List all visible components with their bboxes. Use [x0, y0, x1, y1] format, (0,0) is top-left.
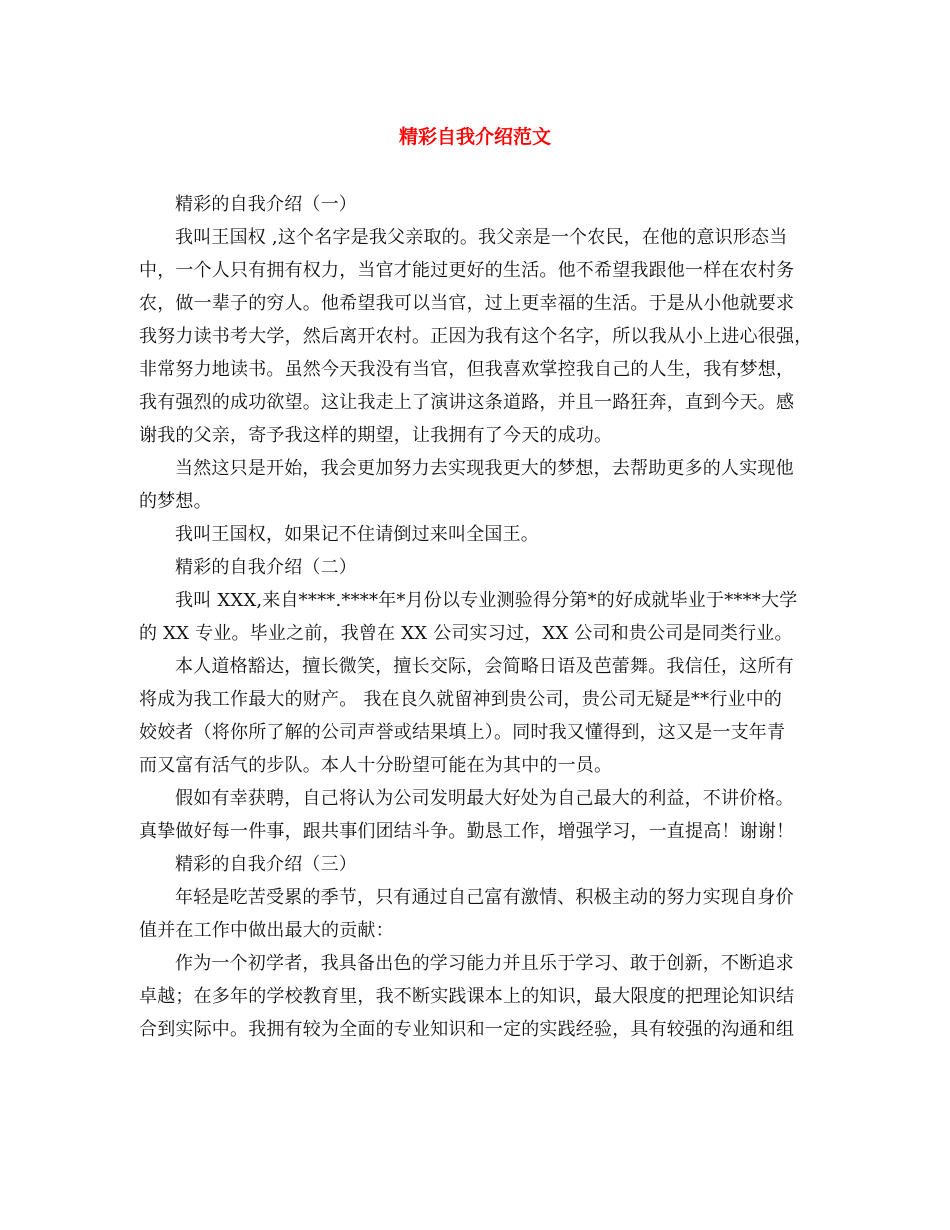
text-line: 中，一个人只有拥有权力，当官才能过更好的生活。他不希望我跟他一样在农村务 [139, 260, 795, 281]
document-title: 精彩自我介绍范文 [398, 126, 551, 148]
text-line: 卓越；在多年的学校教育里，我不断实践课本上的知识，最大限度的把理论知识结 [139, 986, 795, 1007]
text-line: 农，做一辈子的穷人。他希望我可以当官，过上更幸福的生活。于是从小他就要求 [139, 293, 795, 314]
text-line: 精彩的自我介绍（二） [175, 557, 357, 578]
text-line: 合到实际中。我拥有较为全面的专业知识和一定的实践经验，具有较强的沟通和组 [139, 1019, 795, 1040]
text-line: 我有强烈的成功欲望。这让我走上了演讲这条道路，并且一路狂奔，直到今天。感 [139, 392, 795, 413]
text-line: 非常努力地读书。虽然今天我没有当官，但我喜欢掌控我自己的人生，我有梦想， [139, 359, 795, 380]
text-line: 当然这只是开始，我会更加努力去实现我更大的梦想，去帮助更多的人实现他 [175, 458, 794, 479]
text-line: 的梦想。 [139, 491, 212, 512]
document-body [139, 188, 819, 1046]
text-line: 假如有幸获聘，自己将认为公司发明最大好处为自己最大的利益，不讲价格。 [175, 788, 794, 809]
text-line: 我叫 XXX,来自****.****年*月份以专业测验得分第*的好成就毕业于****大学 [175, 590, 798, 611]
text-line: 作为一个初学者，我具备出色的学习能力并且乐于学习、敢于创新，不断追求 [175, 953, 794, 974]
text-line: 年轻是吃苦受累的季节，只有通过自己富有激情、积极主动的努力实现自身价 [175, 887, 794, 908]
text-line: 我叫王国权 ,这个名字是我父亲取的。我父亲是一个农民，在他的意识形态当 [175, 227, 788, 248]
text-line: 精彩的自我介绍（一） [175, 194, 357, 215]
text-line: 谢我的父亲，寄予我这样的期望，让我拥有了今天的成功。 [139, 425, 613, 446]
text-line: 将成为我工作最大的财产。 我在良久就留神到贵公司，贵公司无疑是**行业中的 [139, 689, 783, 710]
text-line: 真挚做好每一件事，跟共事们团结斗争。勤恳工作，增强学习，一直提高！谢谢！ [139, 821, 795, 842]
text-line: 精彩的自我介绍（三） [175, 854, 357, 875]
text-line: 的 XX 专业。毕业之前，我曾在 XX 公司实习过，XX 公司和贵公司是同类行业。 [139, 623, 793, 644]
text-line: 而又富有活气的步队。本人十分盼望可能在为其中的一员。 [139, 755, 613, 776]
text-line: 我努力读书考大学，然后离开农村。正因为我有这个名字，所以我从小上进心很强， [139, 326, 813, 347]
text-line: 我叫王国权，如果记不住请倒过来叫全国王。 [175, 524, 539, 545]
text-line: 姣姣者（将你所了解的公司声誉或结果填上）。同时我又懂得到，这又是一支年青 [139, 722, 786, 743]
text-line: 值并在工作中做出最大的贡献： [139, 920, 394, 941]
text-line: 本人道格豁达，擅长微笑，擅长交际，会简略日语及芭蕾舞。我信任，这所有 [175, 656, 794, 677]
